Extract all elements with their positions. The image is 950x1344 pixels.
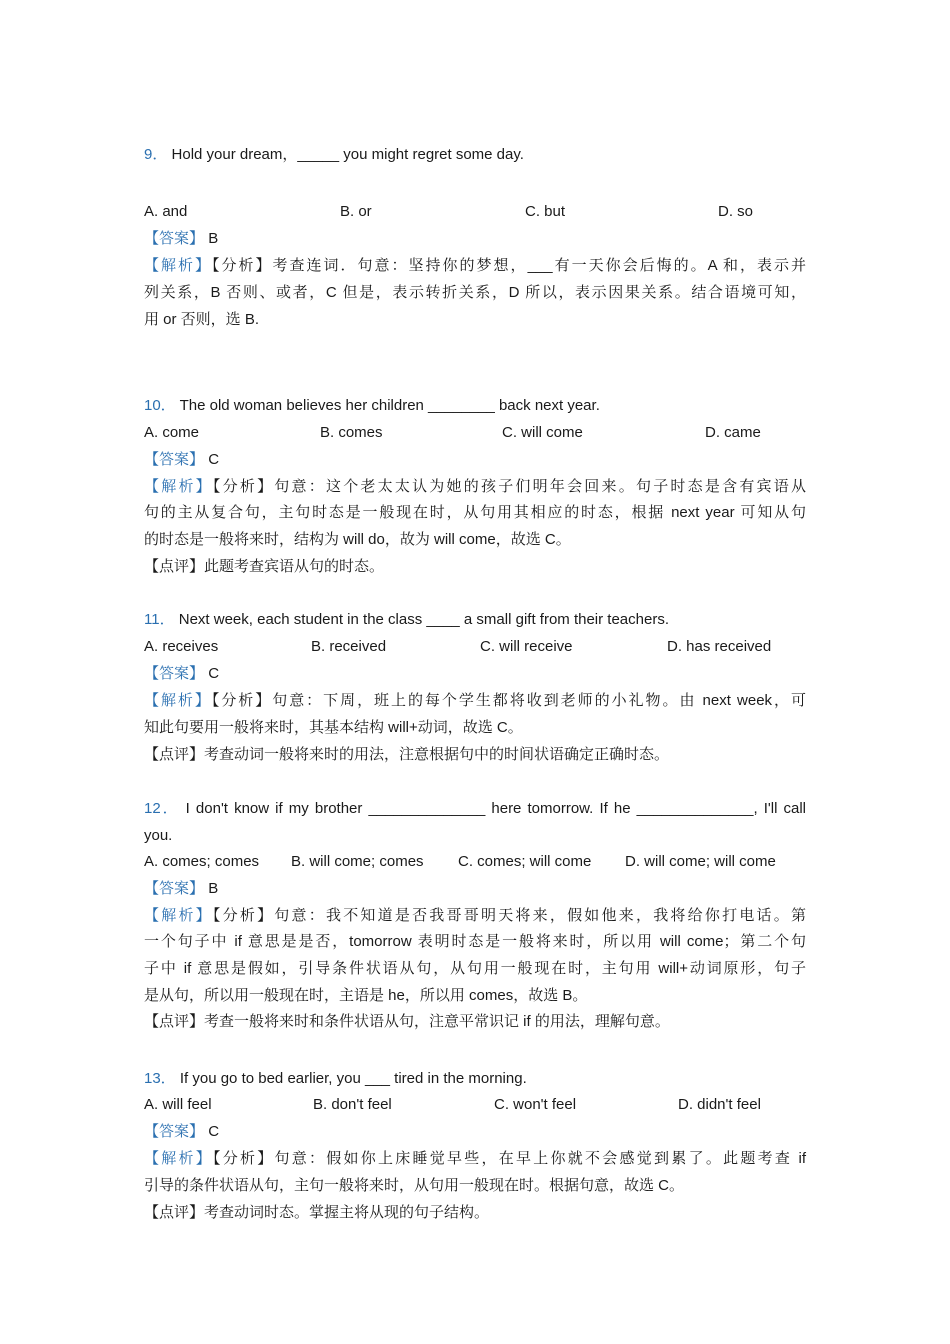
option-a: A. and [144, 203, 188, 220]
analysis-text: 【分析】考查连词．句意：坚持你的梦想，___有一天你会后悔的。A 和，表示并 [212, 257, 806, 274]
answer-value: C [208, 1123, 220, 1140]
answer-tag: 【答案】 [144, 230, 205, 247]
question-9-stem [144, 141, 806, 168]
question-number: 12． [144, 800, 180, 817]
option-b: B. don't feel [313, 1096, 392, 1113]
question-12-stem [144, 795, 806, 822]
option-c: C. but [525, 203, 566, 220]
question-text: Hold your dream，_____ you might regret some day. [171, 146, 524, 163]
analysis-line: 用 or 否则，选 B. [144, 311, 260, 328]
analysis-tag: 【解析】 [144, 478, 213, 495]
analysis-text: 【分析】句意：我不知道是否我哥哥明天将来，假如他来，我将给你打电话。第 [212, 907, 806, 924]
analysis-line [144, 252, 806, 279]
option-b: B. or [340, 203, 372, 220]
answer-value: B [208, 230, 219, 247]
answer-value: C [208, 665, 220, 682]
question-number: 11． [144, 611, 175, 628]
comment-line: 【点评】考查一般将来时和条件状语从句，注意平常识记 if 的用法，理解句意。 [144, 1013, 670, 1030]
option-a: A. receives [144, 638, 219, 655]
question-11-stem [144, 606, 806, 633]
analysis-tag: 【解析】 [144, 1150, 214, 1167]
question-text-continued: you. [144, 827, 173, 844]
analysis-line [144, 687, 806, 714]
analysis-line: 列关系，B 否则、或者，C 但是，表示转折关系，D 所以，表示因果关系。结合语境可知， [144, 284, 806, 301]
analysis-line [144, 1145, 806, 1172]
analysis-line [144, 902, 806, 929]
answer-value: B [208, 880, 219, 897]
analysis-tag: 【解析】 [144, 692, 212, 709]
option-d: D. didn't feel [678, 1096, 761, 1113]
comment-line: 【点评】考查动词一般将来时的用法，注意根据句中的时间状语确定正确时态。 [144, 746, 670, 763]
question-13-stem [144, 1065, 806, 1092]
option-a: A. comes; comes [144, 853, 260, 870]
option-d: D. so [718, 203, 754, 220]
answer-line [144, 875, 806, 902]
answer-line [144, 446, 806, 473]
option-a: A. come [144, 424, 200, 441]
question-number: 13． [144, 1070, 176, 1087]
analysis-line: 知此句要用一般将来时，其基本结构 will+动词，故选 C。 [144, 719, 523, 736]
analysis-text: 【分析】句意：假如你上床睡觉早些，在早上你就不会感觉到累了。此题考查 if [213, 1150, 806, 1167]
analysis-text: 【分析】句意：这个老太太认为她的孩子们明年会回来。句子时态是含有宾语从 [212, 478, 806, 495]
answer-tag: 【答案】 [144, 665, 205, 682]
question-text: Next week, each student in the class ____ a small gift from their teachers. [178, 611, 669, 628]
option-b: B. comes [320, 424, 383, 441]
analysis-line: 的时态是一般将来时，结构为 will do，故为 will come，故选 C。 [144, 531, 571, 548]
analysis-tag: 【解析】 [144, 257, 213, 274]
answer-value: C [208, 451, 220, 468]
comment-line: 【点评】此题考查宾语从句的时态。 [144, 558, 385, 575]
answer-line [144, 225, 806, 252]
option-d: D. came [705, 424, 761, 441]
question-number: 9． [144, 146, 168, 163]
analysis-line: 一个句子中 if 意思是是否，tomorrow 表明时态是一般将来时，所以用 will come；第二个句 [144, 933, 806, 950]
option-d: D. will come; will come [625, 853, 776, 870]
answer-line [144, 1118, 806, 1145]
analysis-line [144, 473, 806, 500]
answer-tag: 【答案】 [144, 880, 205, 897]
answer-tag: 【答案】 [144, 1123, 205, 1140]
analysis-line: 句的主从复合句，主句时态是一般现在时，从句用其相应的时态，根据 next year 可知从句 [144, 504, 806, 521]
analysis-line: 子中 if 意思是假如，引导条件状语从句，从句用一般现在时，主句用 will+动词原形，句子 [144, 960, 806, 977]
comment-line: 【点评】考查动词时态。掌握主将从现的句子结构。 [144, 1204, 490, 1221]
option-b: B. will come; comes [291, 853, 424, 870]
question-text: I don't know if my brother ______________ here tomorrow. If he ______________, I'll call [185, 800, 807, 817]
question-10-stem [144, 392, 806, 419]
question-text: The old woman believes her children ________ back next year. [179, 397, 600, 414]
question-number: 10． [144, 397, 176, 414]
question-text: If you go to bed earlier, you ___ tired in the morning. [179, 1070, 527, 1087]
analysis-line: 引导的条件状语从句，主句一般将来时，从句用一般现在时。根据句意，故选 C。 [144, 1177, 685, 1194]
analysis-text: 【分析】句意：下周，班上的每个学生都将收到老师的小礼物。由 next week，可 [211, 692, 806, 709]
option-c: C. won't feel [494, 1096, 577, 1113]
answer-line [144, 660, 806, 687]
analysis-line: 是从句，所以用一般现在时，主语是 he，所以用 comes，故选 B。 [144, 987, 588, 1004]
analysis-tag: 【解析】 [144, 907, 213, 924]
option-a: A. will feel [144, 1096, 212, 1113]
option-b: B. received [311, 638, 387, 655]
option-c: C. comes; will come [458, 853, 592, 870]
option-c: C. will come [502, 424, 583, 441]
answer-tag: 【答案】 [144, 451, 205, 468]
option-c: C. will receive [480, 638, 573, 655]
option-d: D. has received [667, 638, 772, 655]
